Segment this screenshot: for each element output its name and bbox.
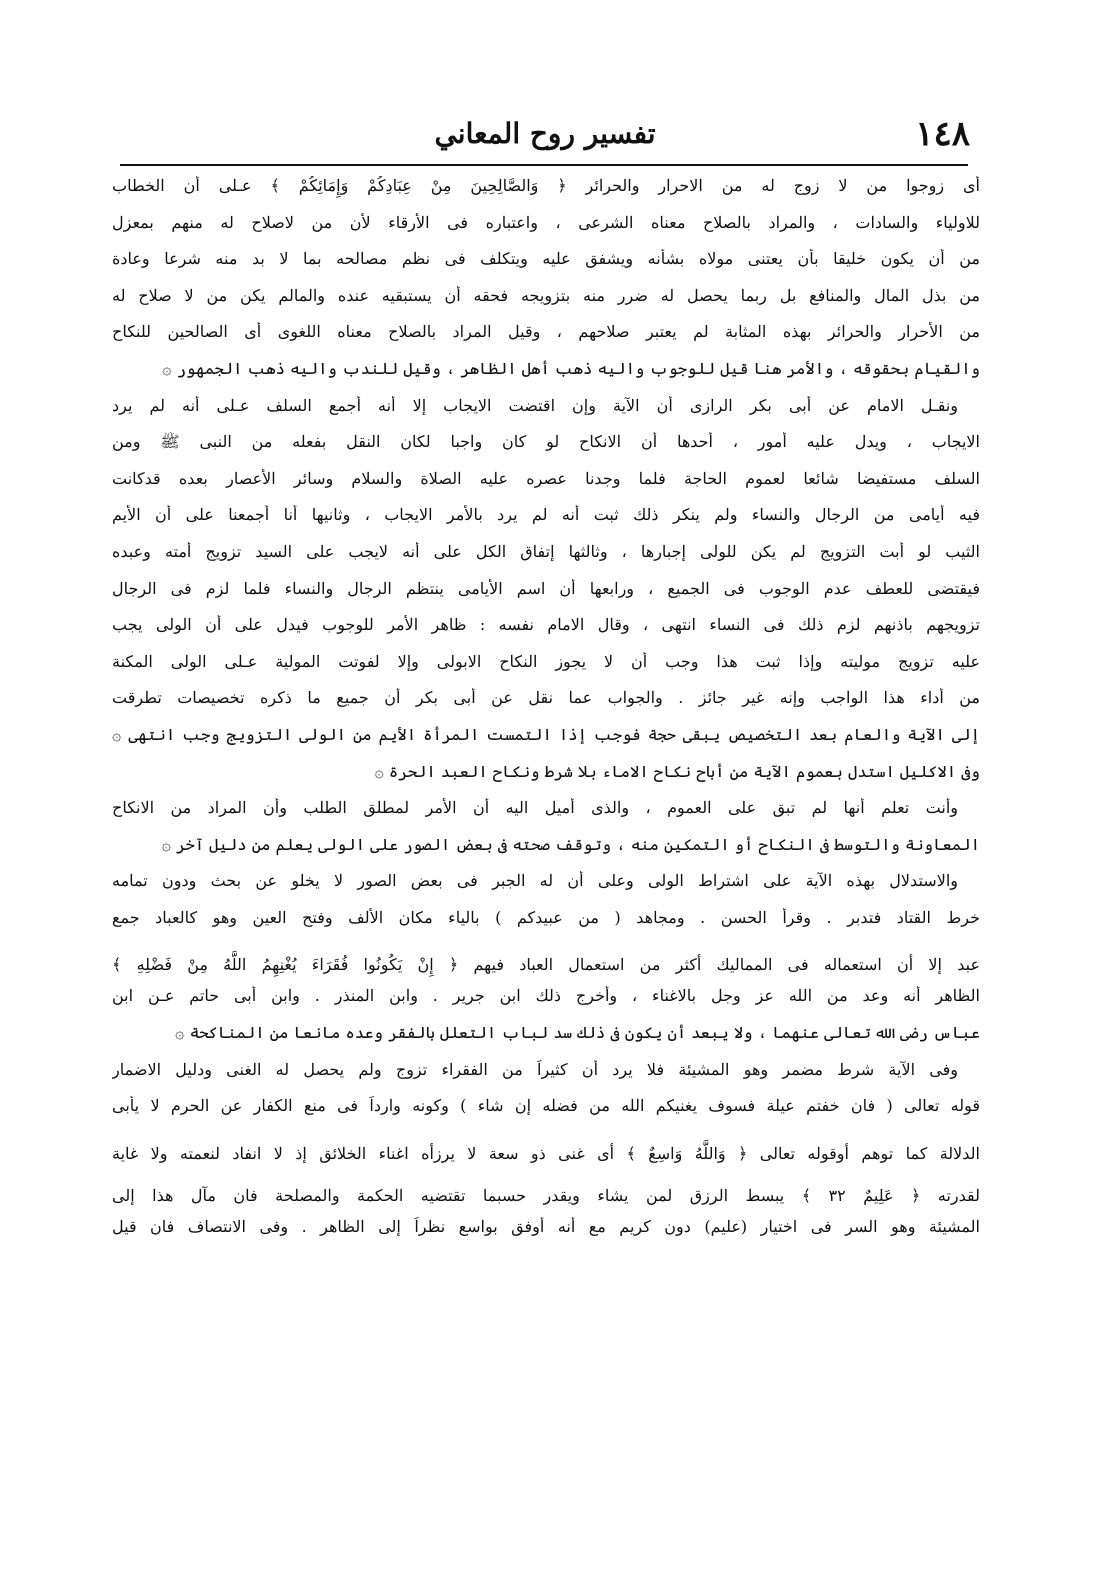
text-line: المشيئة وهو السر فى اختيار (عليم) دون كريم مع أنه أوفق بواسع نظراً إلى الظاهر . وفى الانتصاف فان قيل <box>112 1216 980 1236</box>
text-line: الدلالة كما توهم أوقوله تعالى ﴿ وَاللَّهُ وَاسِعٌ ﴾ أى غنى ذو سعة لا يرزأه اغناء الخلائق إذ لا انفاد لنعمته ولا غاية <box>112 1143 980 1163</box>
running-title: تفسير روح المعاني <box>434 117 656 150</box>
text-line: خرط القتاد فتدبر . وقرأ الحسن . ومجاهد ( من عبيدكم ) بالياء مكان الألف وفتح العين وهو كالعباد جمع <box>112 907 980 927</box>
text-line: الثيب لو أبت التزويج لم يكن للولى إجبارها ، وثالثها إتفاق الكل على أنه لايجب على السيد تزويج أمته وعبده <box>112 541 980 561</box>
text-line: السلف مستفيضا شائعا لعموم الحاجة فلما وجدنا عصره عليه الصلاة والسلام وسائر الأعصار بعده قدكانت <box>112 468 980 488</box>
page-number: ١٤٨ <box>915 114 970 154</box>
text-line: المعاونة والتوسط فى النكاح أو التمكين منه ، وتوقف صحته فى بعض الصور على الولى يعلم من دليل آخر ۞ <box>161 834 980 854</box>
text-line: الظاهر أنه وعد من الله عز وجل بالاغناء ، وأخرج ذلك ابن جرير . وابن المنذر . وابن أبى حاتم عـن ابن <box>112 986 980 1006</box>
text-line: إلى الآية والعام بعد التخصيص يبقى حجة فوجب إذا التمست المرأة الأيم من الولى التزويج وجب انتهى ۞ <box>112 724 980 744</box>
text-line: الايجاب ، ويدل عليه أمور ، أحدها أن الانكاح لو كان واجبا لكان النقل بفعله من النبى ﷺ ومن <box>112 432 980 452</box>
text-line: عباس رضى الله تعالى عنهما ، ولا يبعد أن يكون فى ذلك سد لباب التعلل بالفقر وعده مانعا من المناكحة ۞ <box>175 1023 980 1043</box>
text-line: تزويجهم باذنهم لزم ذلك فى النساء انتهى ، وقال الامام نفسه : ظاهر الأمر للوجوب فيدل على أن الولى يجب <box>112 615 980 635</box>
text-line: عبد إلا أن استعماله فى المماليك أكثر من استعمال العباد فيهم ﴿ إِنْ يَكُونُوا فُقَرَاءَ يُغْنِهِمُ اللَّهُ مِنْ فَضْلِهِ ﴾ <box>112 955 980 975</box>
body-text <box>112 176 980 1253</box>
text-line: من بذل المال والمنافع بل ربما يحصل له ضرر منه بتزويجه فحقه أن يستبقيه عنده والمالم يكن من لا صلاح له <box>112 285 980 305</box>
text-line: والاستدلال بهذه الآية على اشتراط الولى وعلى أن له الجبر فى بعض الصور لا يخلو عن بحث ودون تمامه <box>112 871 958 891</box>
text-line: أى زوجوا من لا زوج له من الاحرار والحرائر ﴿ وَالصَّالِحِينَ مِنْ عِبَادِكُمْ وَإِمَائِكُمْ ﴾ عـلى أن الخطاب <box>112 176 980 195</box>
page-header <box>120 108 970 160</box>
text-line: من الأحرار والحرائر بهذه المثابة لم يعتبر صلاحهم ، وقيل المراد بالصلاح معناه اللغوى أى الصالحين للنكاح <box>112 322 980 342</box>
text-line: ونقـل الامام عن أبى بكر الرازى أن الآية وإن اقتضت الايجاب إلا أنه أجمع السلف عـلى أنه لم يرد <box>112 395 959 415</box>
text-line: قوله تعالى ( فان خفتم عيلة فسوف يغنيكم الله من فضله إن شاء ) وكونه وارداً فى منع الكفار عن الحرم لا يأبى <box>112 1096 980 1116</box>
text-line: فيه أيامى من الرجال والنساء ولم ينكر ذلك ثبت أنه لم يرد بالأمر الايجاب ، وثانيها أنا أجمعنا على أن الأيم <box>112 505 980 525</box>
header-rule <box>120 164 968 166</box>
text-line: وفى الاكليل استدل بعموم الآية من أباح نكاح الاماء بلا شرط ونكاح العبد الحرة ۞ <box>374 761 980 781</box>
text-line: من أداء هذا الواجب وإنه غير جائز . والجواب عما نقل عن أبى بكر أن جميع ما ذكره تخصيصات تطرقت <box>112 688 980 708</box>
text-line: وأنت تعلم أنها لم تبق على العموم ، والذى أميل اليه أن الأمر لمطلق الطلب وأن المراد من الانكاح <box>112 798 959 818</box>
text-line: لقدرته ﴿ عَلِيمٌ ٣٢ ﴾ يبسط الرزق لمن يشاء ويقدر حسبما تقتضيه الحكمة والمصلحة فان مآل هذا إلى <box>112 1185 980 1205</box>
text-line: من أن يكون خليقا بأن يعتنى مولاه بشأنه ويشفق عليه ويتكلف فى نظم مصالحه بما لا بد منه شرعا وعادة <box>112 249 980 269</box>
text-line: والقيام بحقوقه ، والأمر هنا قيل للوجوب واليه ذهب أهل الظاهر ، وقيل للندب واليه ذهب الجمهور ۞ <box>162 358 980 378</box>
text-line: عليه تزويج موليته وإذا ثبت هذا وجب أن لا يجوز النكاح الابولى وإلا لفوتت المولية عـلى الولى المكنة <box>112 651 980 671</box>
text-line: وفى الآية شرط مضمر وهو المشيئة فلا يرد أن كثيراً من الفقراء تزوج ولم يحصل له الغنى ودليل الاضمار <box>112 1059 958 1079</box>
text-line: للاولياء والسادات ، والمراد بالصلاح معناه الشرعى ، واعتباره فى الأرقاء لأن من لاصلاح له منهم بمعزل <box>112 212 980 232</box>
text-line: فيقتضى للعطف عدم الوجوب فى الجميع ، ورابعها أن اسم الأيامى ينتظم الرجال والنساء فلما لزم فى الرجال <box>112 578 980 598</box>
